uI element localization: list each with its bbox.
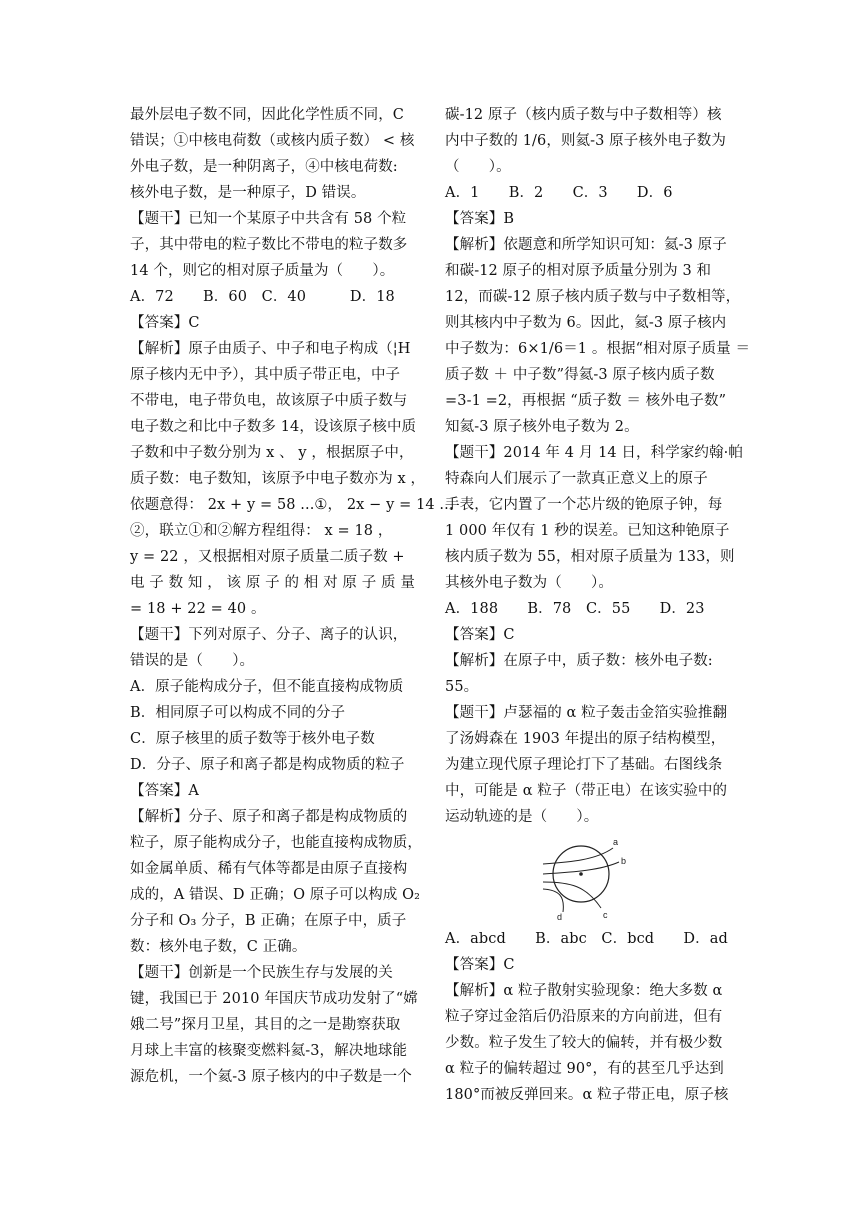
text-line: 子数和中子数分别为 x 、 y ，根据原子中，: [130, 445, 414, 461]
alpha-trajectory-diagram: [541, 834, 637, 924]
text-line: A．1 B．2 C．3 D．6: [445, 185, 673, 201]
text-line: 键，我国已于 2010 年国庆节成功发射了“嫦: [130, 991, 418, 1007]
left-column: [130, 102, 454, 1090]
text-line: 如金属单质、稀有气体等都是由原子直接构: [130, 861, 408, 877]
text-line: 核内质子数为 55，相对原子质量为 133，则: [445, 549, 735, 565]
text-line: 【解析】依题意和所学知识可知：氦-3 原子: [445, 237, 727, 253]
text-line: 内中子数的 1/6，则氦-3 原子核外电子数为: [445, 133, 726, 149]
text-line: = 18 + 22 = 40 。: [130, 601, 266, 617]
text-line: 外电子数，是一种阴离子，④中核电荷数:: [130, 159, 398, 175]
text-line: 粒子穿过金箔后仍沿原来的方向前进，但有: [445, 1009, 723, 1025]
text-line: 娥二号”探月卫星，其目的之一是勘察获取: [130, 1017, 401, 1033]
text-line: 14 个，则它的相对原子质量为（ ）。: [130, 263, 395, 279]
text-line: 55。: [445, 679, 479, 695]
text-line: 【题干】已知一个某原子中共含有 58 个粒: [130, 211, 407, 227]
text-line: 质子数：电子数知，该原予中电子数亦为 x ，: [130, 471, 426, 487]
text-line: α 粒子的偏转超过 90°，有的甚至几乎达到: [445, 1061, 724, 1077]
text-line: 分子和 O₃ 分子，B 正确；在原子中，质子: [130, 913, 407, 929]
text-line: 为建立现代原子理论打下了基础。右图线条: [445, 757, 723, 773]
text-line: 其核外电子数为（ ）。: [445, 575, 613, 591]
text-line: 错误的是（ ）。: [130, 653, 255, 669]
label-c: c: [603, 910, 608, 920]
text-line: 粒子，原子能构成分子，也能直接构成物质，: [130, 835, 422, 851]
text-line: 【解析】分子、原子和离子都是构成物质的: [130, 809, 408, 825]
text-line: A．72 B．60 C．40 D．18: [130, 289, 395, 305]
text-line: 核外电子数，是一种原子，D 错误。: [130, 185, 366, 201]
text-line: 最外层电子数不同，因此化学性质不同，C: [130, 107, 404, 123]
text-line: A．188 B．78 C．55 D．23: [445, 601, 705, 617]
text-line: 数：核外电子数，C 正确。: [130, 939, 307, 955]
text-line: 碳-12 原子（核内质子数与中子数相等）核: [445, 107, 722, 123]
nucleus-dot: [579, 872, 583, 876]
text-line: 【答案】C: [445, 957, 515, 973]
text-line: 【解析】α 粒子散射实验现象：绝大多数 α: [445, 983, 723, 999]
text-line: 中子数为：6×1/6＝1 。根据“相对原子质量 ＝: [445, 341, 751, 357]
text-line: 【解析】在原子中，质子数：核外电子数:: [445, 653, 713, 669]
text-line: 【题干】下列对原子、分子、离子的认识，: [130, 627, 408, 643]
text-line: 1 000 年仅有 1 秒的误差。已知这种铯原子: [445, 523, 730, 539]
text-line: 【题干】2014 年 4 月 14 日，科学家约翰·帕: [445, 445, 743, 461]
text-line: =3-1 =2，再根据 “质子数 ＝ 核外电子数”: [445, 393, 727, 409]
text-line: 电 子 数 知 ， 该 原 子 的 相 对 原 子 质 量: [130, 575, 415, 591]
text-line: 180°而被反弹回来。α 粒子带正电，原子核: [445, 1087, 729, 1103]
text-line: ②，联立①和②解方程组得： x = 18 ，: [130, 523, 393, 539]
text-line: D．分子、原子和离子都是构成物质的粒子: [130, 757, 405, 773]
text-line: 错误；①中核电荷数（或核内质子数） < 核: [130, 133, 415, 149]
text-line: 【题干】卢瑟福的 α 粒子轰击金箔实验推翻: [445, 705, 728, 721]
label-a: a: [613, 837, 619, 847]
text-line: C．原子核里的质子数等于核外电子数: [130, 731, 375, 747]
text-line: 成的，A 错误、D 正确；O 原子可以构成 O₂: [130, 887, 421, 903]
text-line: 特森向人们展示了一款真正意义上的原子: [445, 471, 708, 487]
text-line: 少数。粒子发生了较大的偏转，并有极少数: [445, 1035, 723, 1051]
text-line: 不带电，电子带负电，故该原子中质子数与: [130, 393, 408, 409]
trajectory-c: [543, 882, 601, 908]
text-line: 运动轨迹的是（ ）。: [445, 809, 599, 825]
text-line: 了汤姆森在 1903 年提出的原子结构模型，: [445, 731, 726, 747]
label-d: d: [557, 912, 563, 922]
text-line: 子，其中带电的粒子数比不带电的粒子数多: [130, 237, 408, 253]
text-line: 【解析】原子由质子、中子和电子构成（¦H: [130, 341, 411, 357]
text-line: 依题意得： 2x + y = 58 ...①， 2x − y = 14 ...: [130, 497, 454, 513]
text-line: 【答案】A: [130, 783, 199, 799]
text-line: 则其核内中子数为 6。因此，氦-3 原子核内: [445, 315, 727, 331]
text-line: B．相同原子可以构成不同的分子: [130, 705, 346, 721]
alpha-scattering-figure: [445, 830, 735, 926]
text-line: A．abcd B．abc C．bcd D．ad: [445, 931, 728, 947]
text-line: 12，而碳-12 原子核内质子数与中子数相等，: [445, 289, 741, 305]
text-line: 手表，它内置了一个芯片级的铯原子钟，每: [445, 497, 723, 513]
text-line: 原子核内无中予），其中质子带正电，中子: [130, 367, 401, 383]
text-line: （ ）。: [445, 159, 511, 175]
text-line: 【题干】创新是一个民族生存与发展的关: [130, 965, 393, 981]
text-line: 月球上丰富的核聚变燃料氦-3，解决地球能: [130, 1043, 408, 1059]
text-line: 电子数之和比中子数多 14，设该原子核中质: [130, 419, 417, 435]
text-line: 中，可能是 α 粒子（带正电）在该实验中的: [445, 783, 728, 799]
text-line: 质子数 ＋ 中子数”得氦-3 原子核内质子数: [445, 367, 715, 383]
text-line: 【答案】C: [445, 627, 515, 643]
text-line: A．原子能构成分子，但不能直接构成物质: [130, 679, 404, 695]
label-b: b: [621, 856, 627, 866]
text-line: y = 22 ，又根据相对原子质量二质子数 +: [130, 549, 405, 565]
right-column: [445, 102, 751, 1108]
text-line: 【答案】B: [445, 211, 515, 227]
text-line: 知氦-3 原子核外电子数为 2。: [445, 419, 639, 435]
text-line: 和碳-12 原子的相对原予质量分别为 3 和: [445, 263, 712, 279]
text-line: 源危机，一个氦-3 原子核内的中子数是一个: [130, 1069, 412, 1085]
text-line: 【答案】C: [130, 315, 200, 331]
